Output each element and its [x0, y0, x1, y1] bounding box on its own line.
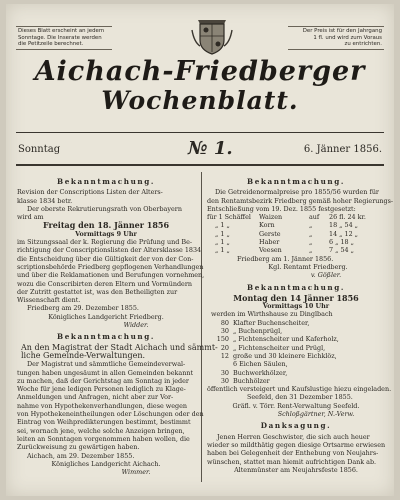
- text-line: leiten an Sonntagen vorgenommen haben wollen, die: [17, 434, 190, 443]
- price-notice: [288, 26, 384, 50]
- text-line: Anmeldungen und Anfragen, nicht aber zur Vor-: [17, 393, 174, 402]
- text-line: klasse 1834 betr.: [17, 196, 73, 205]
- lumber-item: [207, 319, 385, 327]
- text-line: und über die Reklamationen und Berufungen vornehmen,: [17, 271, 205, 280]
- coat-of-arms-emblem: [188, 16, 236, 56]
- price-connector: „: [309, 246, 313, 255]
- notice-line: die Petitzeile berechnet.: [18, 41, 84, 48]
- text-line: Entschließung vom 19. Dez. 1855 festgesetzt:: [207, 204, 356, 213]
- price-unit: „ 1 „: [215, 221, 230, 230]
- text-line: wieder so mildthätig gegen diesige Ortsarme erwiesen: [207, 440, 386, 449]
- text-line: nahme von Hypothekenverhandlungen, diese wegen: [17, 401, 188, 410]
- text-line: Wissenschaft dient.: [17, 296, 81, 305]
- place-date: Altenmünster am Neujahrsfeste 1856.: [234, 465, 358, 474]
- item-description: große und 30 kleinere Eichklöz,: [233, 351, 337, 360]
- notice-heading: Danksagung.: [260, 421, 332, 431]
- price-unit: „ 1 „: [215, 238, 230, 247]
- lumber-item: [207, 377, 385, 385]
- text-line: Revision der Conscriptions Listen der Alters-: [17, 188, 163, 197]
- price-row: [207, 221, 385, 229]
- text-line: öffentlich versteigert und Kaufslustige hiezu eingeladen.: [207, 385, 392, 394]
- signature: Schloßgärtner, N.-Verw.: [277, 410, 355, 419]
- notice-line: Der Preis ist für den Jahrgang: [302, 28, 382, 34]
- grain-type: Gerste: [259, 229, 281, 238]
- signature: Widder.: [123, 321, 149, 330]
- text-line: werden im Wirthshause zu Dinglbach: [211, 310, 333, 319]
- notice-line: Dieses Blatt erscheint an jedem: [18, 28, 105, 34]
- lumber-item: [207, 369, 385, 377]
- lumber-item: [207, 344, 385, 352]
- price-unit: für 1 Schäffel: [207, 213, 251, 222]
- item-description: 6 Eichen Säulen,: [233, 360, 288, 369]
- text-line: richtigung der Conscriptionslisten der Altersklasse 1834: [17, 246, 202, 255]
- issuing-office: Gräfl. v. Törr. Rent-Verwaltung Seefeld.: [232, 401, 360, 410]
- price-row: [207, 246, 385, 254]
- notice-line: 1 fl. und wird zum Voraus: [313, 34, 382, 41]
- place-date: Friedberg am 29. Dezember 1855.: [27, 304, 139, 313]
- text-line: zu machen, daß der Gerichtstag am Sonntag in jeder: [17, 376, 189, 385]
- text-line: sei, wornach jene, welche solche Anzeigen bringen,: [17, 426, 185, 435]
- grain-type: Veesen: [259, 246, 282, 255]
- price-row: [207, 230, 385, 238]
- text-line: An den Magistrat der Stadt Aichach und sämmt-: [21, 342, 218, 352]
- text-line: von Hypothekeneintheilungen oder Löschungen oder den: [17, 410, 204, 419]
- issuing-office: Kgl. Rentamt Friedberg.: [268, 262, 348, 271]
- masthead-title-line1: Aichach-Friedberger: [34, 56, 366, 87]
- issue-date: 6. Jänner 1856.: [303, 144, 382, 155]
- text-line: Zurückweisung zu gewärtigen haben.: [17, 443, 140, 452]
- item-description: Klafter Buchenscheiter,: [233, 318, 310, 327]
- left-column: [17, 174, 218, 478]
- text-line: der Zutritt gestattet ist, was den Betheiligten zur: [17, 287, 178, 296]
- price-row: [207, 213, 385, 221]
- text-line: Der oberste Rekrutierungsrath von Oberbayern: [27, 204, 182, 213]
- issue-day: Sonntag: [18, 144, 61, 155]
- text-line: Eintrag von Weihpredikterungen bestimmt, bestimmt: [17, 418, 191, 427]
- newspaper-page: [6, 4, 394, 496]
- text-line: haben bei Gelegenheit der Enthebung von Neujahrs-: [207, 449, 379, 458]
- text-line: scriptionsbehörde Friedberg gepflogenen Verhandlungen: [17, 262, 204, 271]
- price-value: 14 „ 12 „: [329, 229, 358, 238]
- text-line: Die Getreidenormalpreise pro 1855/56 wurden für: [215, 188, 379, 197]
- lumber-item: [207, 327, 385, 335]
- notice-line: zu entrichten.: [344, 41, 382, 48]
- text-line: im Sitzungssaal der k. Regierung die Prüfung und Be-: [17, 238, 193, 247]
- price-unit: „ 1 „: [215, 229, 230, 238]
- lumber-item: [207, 352, 385, 360]
- item-quantity: 80: [220, 318, 229, 327]
- issue-number: № 1.: [188, 138, 233, 159]
- notice-heading: Bekanntmachung.: [247, 282, 345, 292]
- notice-line: Sonntage. Die Inserate werden: [18, 34, 102, 41]
- price-connector: „: [309, 238, 313, 247]
- lumber-item: [207, 360, 385, 368]
- item-quantity: 30: [220, 376, 229, 385]
- text-line: wozu die Conscribirten deren Eltern und Vormündern: [17, 279, 193, 288]
- place-date: Friedberg am 1. Jänner 1856.: [237, 254, 334, 263]
- issuing-office: Königliches Landgericht Friedberg.: [48, 312, 164, 321]
- lumber-item: [207, 335, 385, 343]
- header-rule: [16, 132, 384, 133]
- text-line: wird am: [17, 213, 44, 222]
- item-quantity: 150: [216, 335, 229, 344]
- text-line: Jenen Herren Geschwister, die sich auch heuer: [217, 432, 370, 441]
- text-line: den Rentamtsbezirk Friedberg gemäß hoher Regierungs-: [207, 196, 394, 205]
- price-value: 18 „ 54 „: [329, 221, 358, 230]
- dateline: [18, 138, 382, 160]
- text-line: die Entscheidung über die Gültigkeit der von der Con-: [17, 254, 194, 263]
- price-connector: „: [309, 221, 313, 230]
- item-quantity: 30: [220, 368, 229, 377]
- column-divider: [201, 172, 202, 482]
- item-quantity: 30: [220, 327, 229, 336]
- grain-type: Waizen: [259, 213, 283, 222]
- text-line: wünschen, stattet man hiemit aufrichtigen Dank ab.: [207, 457, 377, 466]
- price-unit: „ 1 „: [215, 246, 230, 255]
- signature: Wimmer.: [121, 468, 151, 477]
- price-row: [207, 238, 385, 246]
- place-date: Aichach, am 29. Dezember 1855.: [27, 451, 135, 460]
- price-connector: „: [309, 229, 313, 238]
- text-line: Der Magistrat und sämmtliche Gemeindeverwal-: [27, 360, 186, 369]
- item-description: „ Fichtenscheiter und Prügl,: [233, 343, 326, 352]
- item-quantity: [207, 360, 233, 368]
- text-line: tungen haben ungesäumt in allen Gemeinden bekannt: [17, 368, 194, 377]
- masthead-title-line2: Wochenblatt.: [101, 86, 299, 115]
- event-date: Montag den 14 Jänner 1856: [233, 292, 359, 303]
- subscription-notice: [16, 26, 112, 50]
- price-value: 7 „ 54 „: [329, 246, 354, 255]
- item-description: Buchwerkhölzer,: [233, 368, 288, 377]
- event-time: Vormittags 10 Uhr: [262, 302, 330, 311]
- right-column: [207, 174, 394, 474]
- header-rule: [16, 164, 384, 166]
- item-description: „ Fichtenscheiter und Kaferholz,: [233, 335, 339, 344]
- item-quantity: 12: [220, 351, 229, 360]
- event-date: Freitag den 18. Jänner 1856: [42, 220, 170, 231]
- grain-type: Haber: [259, 238, 280, 247]
- price-connector: auf: [309, 213, 320, 222]
- item-description: „ Buchenprügl,: [233, 327, 283, 336]
- item-quantity: 20: [220, 343, 229, 352]
- text-line: liche Gemeinde-Verwaltungen.: [21, 350, 146, 360]
- price-value: 6 „ 18 „: [329, 238, 354, 247]
- notice-heading: Bekanntmachung.: [247, 177, 345, 186]
- notice-heading: Bekanntmachung.: [57, 332, 155, 342]
- notice-heading: Bekanntmachung.: [57, 177, 155, 186]
- issuing-office: Königliches Landgericht Aichach.: [51, 459, 161, 468]
- signature: v. Gößler.: [310, 271, 342, 280]
- grain-type: Korn: [259, 221, 275, 230]
- item-description: Buchhölzer: [233, 376, 270, 385]
- text-line: Woche für jene ledigen Personen lediglich zu Klage-: [17, 385, 186, 394]
- event-time: Vormittags 9 Uhr: [75, 229, 137, 238]
- price-value: 26 fl. 24 kr.: [329, 213, 366, 222]
- place-date: Seefeld, den 31 Dezember 1855.: [247, 393, 353, 402]
